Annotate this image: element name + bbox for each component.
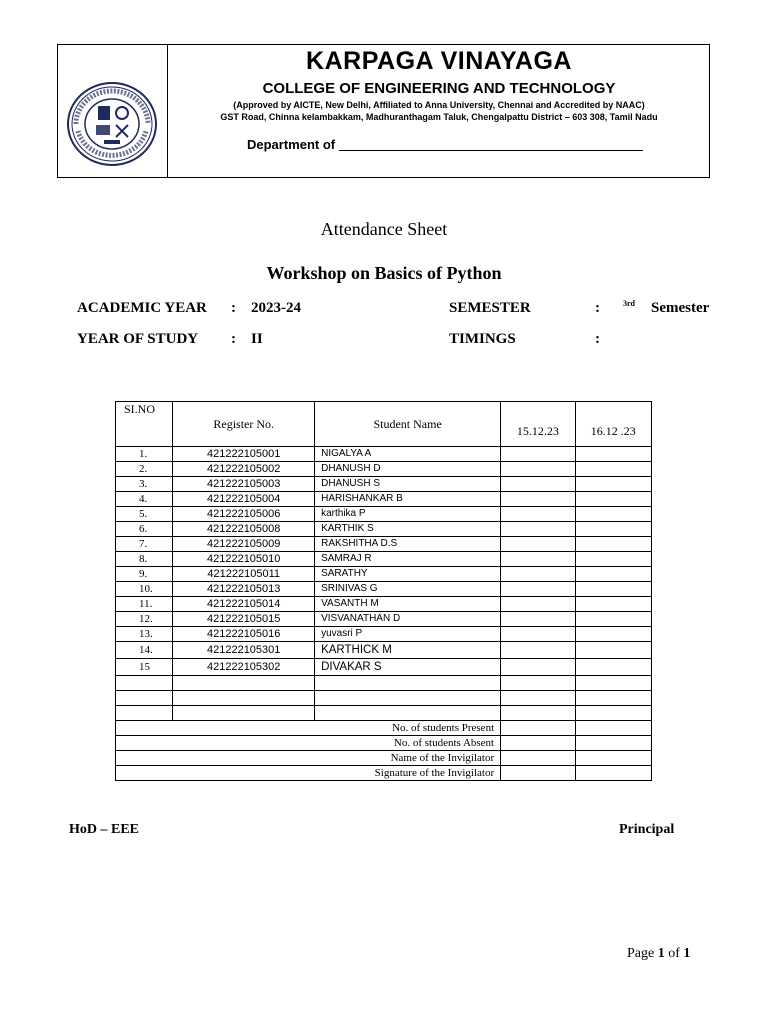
cell-attendance-date-1 [501, 582, 575, 597]
cell-register-no: 421222105016 [173, 627, 315, 642]
semester-superscript: 3rd [623, 299, 635, 308]
cell-register-no: 421222105006 [173, 507, 315, 522]
footer-row-absent [116, 736, 652, 751]
footer-row-present [116, 721, 652, 736]
department-line [247, 137, 643, 152]
cell-attendance-date-2 [575, 537, 651, 552]
cell-student-name: SARATHY [315, 567, 501, 582]
workshop-title: Workshop on Basics of Python [266, 263, 502, 283]
footer-row-invigilator-signature [116, 766, 652, 781]
cell-sl-no: 10. [116, 582, 173, 597]
cell-attendance-date-1 [501, 612, 575, 627]
footer-cell [501, 766, 575, 781]
cell-attendance-date-1 [501, 507, 575, 522]
cell-student-name: VISVANATHAN D [315, 612, 501, 627]
table-header-row [116, 402, 652, 447]
cell-attendance-date-2 [575, 507, 651, 522]
cell-attendance-date-1 [501, 462, 575, 477]
cell-register-no: 421222105009 [173, 537, 315, 552]
table-row [116, 507, 652, 522]
header-sl-no: SI.NO [116, 402, 173, 447]
cell-attendance-date-2 [575, 462, 651, 477]
cell-sl-no: 3. [116, 477, 173, 492]
cell-student-name: DHANUSH D [315, 462, 501, 477]
table-row [116, 522, 652, 537]
sheet-title: Attendance Sheet [320, 219, 448, 239]
table-row [116, 627, 652, 642]
cell-sl-no: 11. [116, 597, 173, 612]
cell-sl-no: 6. [116, 522, 173, 537]
cell-register-no: 421222105302 [173, 659, 315, 676]
cell-student-name: SAMRAJ R [315, 552, 501, 567]
header-student-name: Student Name [315, 402, 501, 447]
cell-sl-no: 9. [116, 567, 173, 582]
page-of: of [668, 946, 680, 961]
cell-student-name: NIGALYA A [315, 447, 501, 462]
year-of-study-label: YEAR OF STUDY [77, 331, 199, 347]
cell-sl-no: 4. [116, 492, 173, 507]
principal-signature-label: Principal [619, 822, 675, 837]
college-subtitle: COLLEGE OF ENGINEERING AND TECHNOLOGY [262, 80, 616, 97]
footer-cell [575, 766, 651, 781]
header-register-no: Register No. [173, 402, 315, 447]
cell-attendance-date-1 [501, 492, 575, 507]
cell-sl-no: 5. [116, 507, 173, 522]
footer-cell [575, 721, 651, 736]
table-row [116, 597, 652, 612]
cell-attendance-date-2 [575, 447, 651, 462]
table-row [116, 659, 652, 676]
cell-sl-no: 2. [116, 462, 173, 477]
page-total: 1 [683, 946, 691, 961]
cell-sl-no: 7. [116, 537, 173, 552]
cell-student-name: HARISHANKAR B [315, 492, 501, 507]
cell-sl-no: 12. [116, 612, 173, 627]
cell-register-no: 421222105014 [173, 597, 315, 612]
cell-attendance-date-2 [575, 612, 651, 627]
header-date-1: 15.12.23 [501, 402, 575, 447]
letterhead [57, 44, 710, 178]
table-row [116, 462, 652, 477]
year-of-study-value: II [251, 331, 263, 347]
cell-student-name: DHANUSH S [315, 477, 501, 492]
cell-attendance-date-1 [501, 597, 575, 612]
cell-sl-no: 14. [116, 642, 173, 659]
cell-register-no: 421222105004 [173, 492, 315, 507]
cell-attendance-date-2 [575, 642, 651, 659]
cell-register-no: 421222105015 [173, 612, 315, 627]
cell-student-name: KARTHICK M [315, 642, 501, 659]
table-row-empty [116, 676, 652, 691]
year-of-study-sep: : [231, 331, 236, 347]
footer-present-label: No. of students Present [116, 721, 501, 736]
college-name: KARPAGA VINAYAGA [306, 47, 572, 75]
attendance-table [115, 401, 652, 781]
hod-signature-label: HoD – EEE [69, 822, 140, 837]
academic-year-sep: : [231, 300, 236, 316]
cell-attendance-date-1 [501, 522, 575, 537]
header-date-2: 16.12 .23 [575, 402, 651, 447]
page-prefix: Page [627, 946, 655, 961]
cell-attendance-date-2 [575, 552, 651, 567]
cell-attendance-date-1 [501, 659, 575, 676]
table-row [116, 447, 652, 462]
cell-attendance-date-2 [575, 477, 651, 492]
table-row [116, 642, 652, 659]
cell-attendance-date-1 [501, 627, 575, 642]
table-row [116, 612, 652, 627]
semester-value: Semester [651, 300, 710, 316]
cell-register-no: 421222105008 [173, 522, 315, 537]
table-row-empty [116, 691, 652, 706]
table-row-empty [116, 706, 652, 721]
cell-attendance-date-1 [501, 447, 575, 462]
footer-invigilator-name-label: Name of the Invigilator [116, 751, 501, 766]
cell-attendance-date-2 [575, 492, 651, 507]
department-label: Department of [247, 137, 336, 152]
timings-label: TIMINGS [449, 331, 516, 347]
cell-attendance-date-1 [501, 477, 575, 492]
cell-sl-no: 1. [116, 447, 173, 462]
page-current: 1 [657, 946, 665, 961]
academic-year-label: ACADEMIC YEAR [77, 300, 207, 316]
cell-attendance-date-2 [575, 522, 651, 537]
cell-attendance-date-1 [501, 567, 575, 582]
cell-student-name: RAKSHITHA D.S [315, 537, 501, 552]
cell-student-name: DIVAKAR S [315, 659, 501, 676]
cell-register-no: 421222105010 [173, 552, 315, 567]
table-row [116, 537, 652, 552]
department-blank [339, 150, 643, 151]
cell-attendance-date-1 [501, 642, 575, 659]
cell-student-name: VASANTH M [315, 597, 501, 612]
cell-register-no: 421222105003 [173, 477, 315, 492]
timings-sep: : [595, 331, 600, 347]
cell-sl-no: 13. [116, 627, 173, 642]
semester-sep: : [595, 300, 600, 316]
cell-attendance-date-1 [501, 552, 575, 567]
cell-attendance-date-1 [501, 537, 575, 552]
college-seal-icon [66, 81, 158, 167]
cell-student-name: karthika P [315, 507, 501, 522]
table-row [116, 477, 652, 492]
address-text: GST Road, Chinna kelambakkam, Madhuranthagam Taluk, Chengalpattu District – 603 308, Tamil Nadu [220, 112, 658, 122]
footer-cell [501, 721, 575, 736]
cell-register-no: 421222105002 [173, 462, 315, 477]
academic-year-value: 2023-24 [251, 300, 301, 316]
logo-cell [58, 45, 168, 177]
footer-row-invigilator-name [116, 751, 652, 766]
cell-register-no: 421222105301 [173, 642, 315, 659]
cell-register-no: 421222105001 [173, 447, 315, 462]
cell-student-name: SRINIVAS G [315, 582, 501, 597]
table-row [116, 552, 652, 567]
cell-attendance-date-2 [575, 567, 651, 582]
footer-cell [501, 736, 575, 751]
page-number [627, 946, 690, 962]
footer-cell [501, 751, 575, 766]
cell-sl-no: 15 [116, 659, 173, 676]
table-row [116, 582, 652, 597]
footer-absent-label: No. of students Absent [116, 736, 501, 751]
table-row [116, 567, 652, 582]
footer-cell [575, 751, 651, 766]
cell-sl-no: 8. [116, 552, 173, 567]
cell-attendance-date-2 [575, 659, 651, 676]
cell-attendance-date-2 [575, 597, 651, 612]
cell-attendance-date-2 [575, 582, 651, 597]
cell-register-no: 421222105013 [173, 582, 315, 597]
cell-student-name: yuvasri P [315, 627, 501, 642]
footer-invigilator-signature-label: Signature of the Invigilator [116, 766, 501, 781]
cell-student-name: KARTHIK S [315, 522, 501, 537]
cell-register-no: 421222105011 [173, 567, 315, 582]
approval-text: (Approved by AICTE, New Delhi, Affiliated to Anna University, Chennai and Accredited by NAAC) [233, 100, 645, 110]
cell-attendance-date-2 [575, 627, 651, 642]
table-row [116, 492, 652, 507]
semester-label: SEMESTER [449, 300, 531, 316]
footer-cell [575, 736, 651, 751]
